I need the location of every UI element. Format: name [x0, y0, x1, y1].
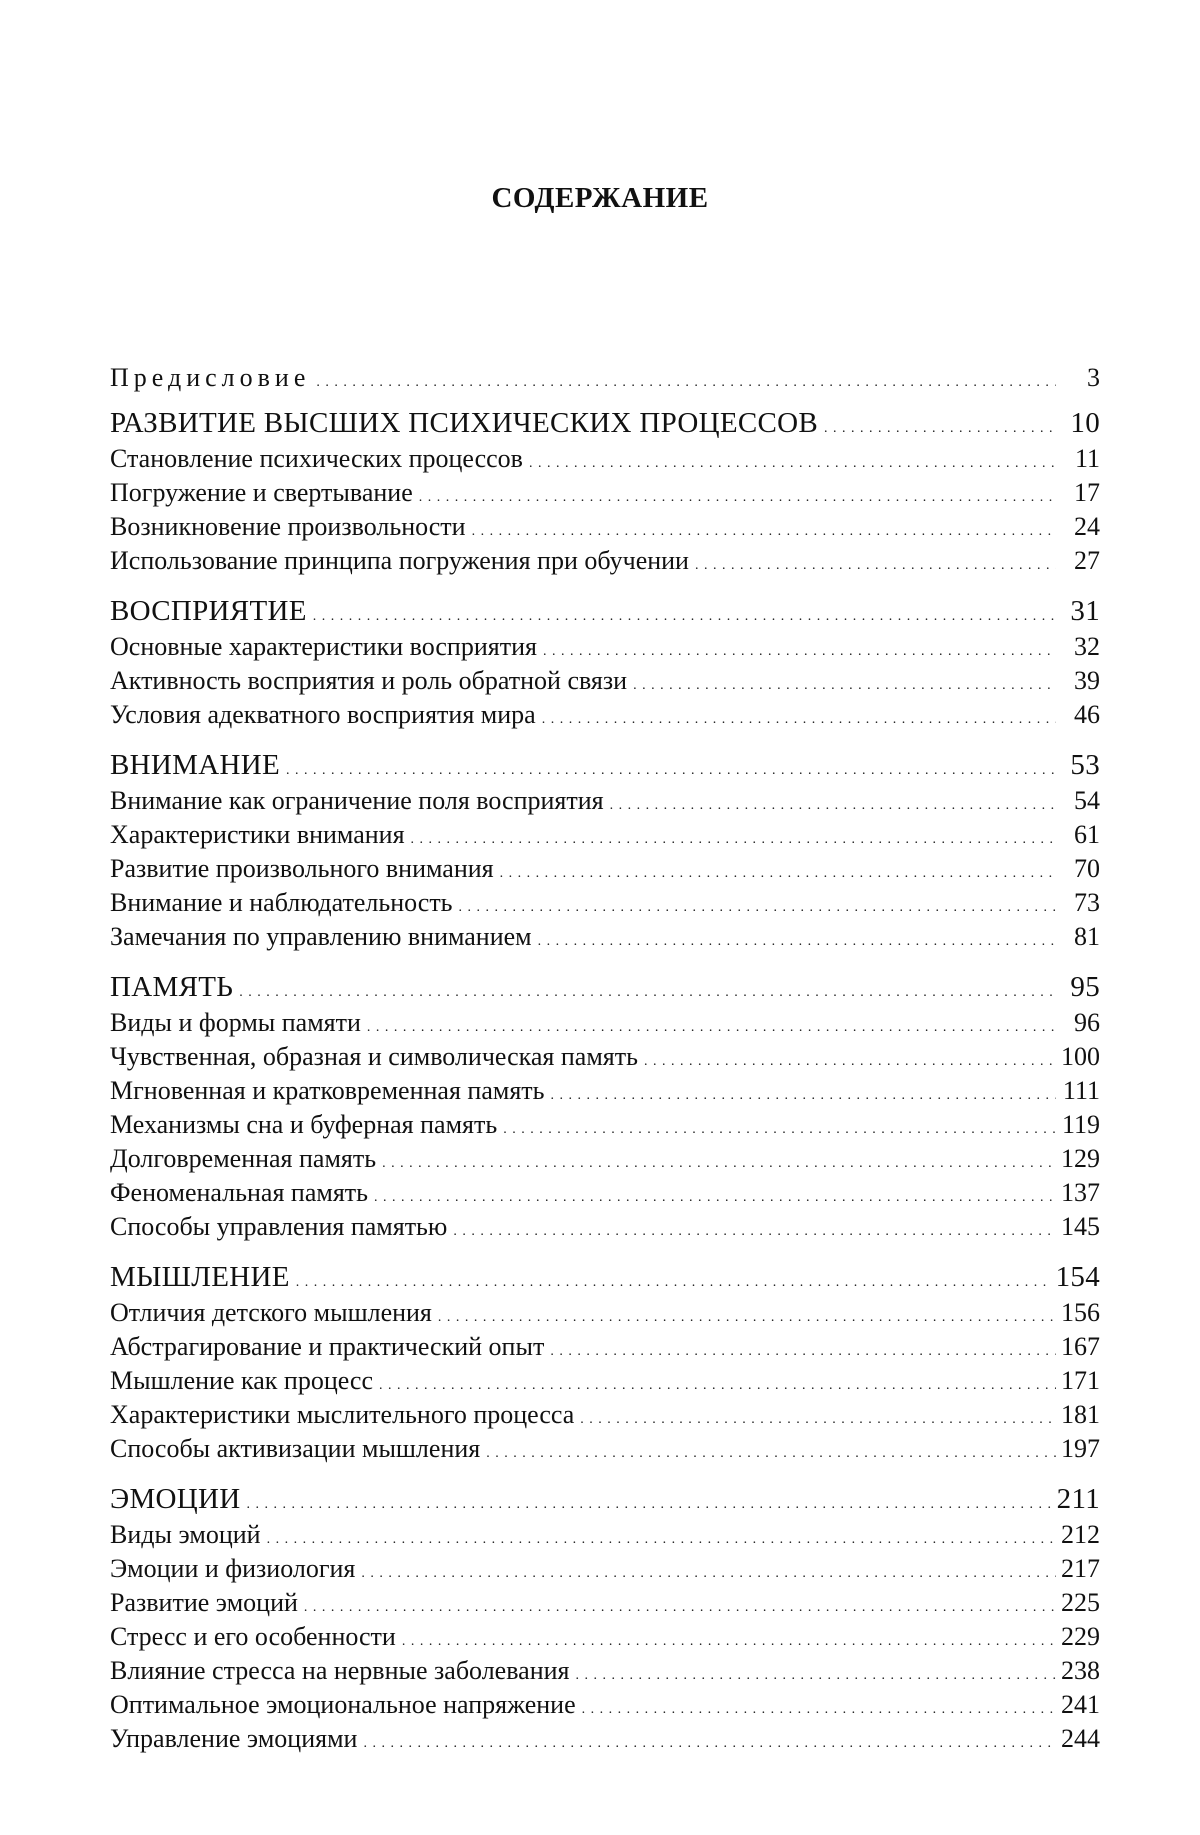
- toc-entry[interactable]: [110, 886, 1100, 920]
- toc-page-number: 154: [1052, 1258, 1100, 1296]
- toc-page-number: 3: [1056, 360, 1100, 396]
- toc-entry-label: Абстрагирование и практический опыт: [110, 1330, 550, 1364]
- toc-entry-label: Чувственная, образная и символическая память: [110, 1040, 644, 1074]
- toc-entry-label: Внимание и наблюдательность: [110, 886, 459, 920]
- toc-entry-label: Способы управления памятью: [110, 1210, 453, 1244]
- page-title: СОДЕРЖАНИЕ: [0, 182, 1200, 215]
- toc-page-number: 31: [1056, 592, 1100, 630]
- toc-entry[interactable]: [110, 1108, 1100, 1142]
- toc-entry[interactable]: [110, 510, 1100, 544]
- dot-leader: [453, 1210, 1056, 1249]
- toc-entry-label: Долговременная память: [110, 1142, 382, 1176]
- toc-chapter[interactable]: [110, 1258, 1100, 1296]
- dot-leader: [363, 1722, 1056, 1761]
- toc-entry-label: Влияние стресса на нервные заболевания: [110, 1654, 575, 1688]
- toc-page-number: 24: [1056, 510, 1100, 544]
- toc-page-number: 211: [1053, 1480, 1100, 1518]
- toc-entry-label: Управление эмоциями: [110, 1722, 363, 1756]
- dot-leader: [542, 698, 1056, 737]
- toc-entry-label: Условия адекватного восприятия мира: [110, 698, 542, 732]
- toc-page-number: 17: [1056, 476, 1100, 510]
- toc-entry[interactable]: [110, 818, 1100, 852]
- toc-page-number: 11: [1056, 442, 1100, 476]
- toc-entry[interactable]: [110, 1006, 1100, 1040]
- toc-page-number: 73: [1056, 886, 1100, 920]
- toc-entry[interactable]: [110, 664, 1100, 698]
- toc-preface[interactable]: [110, 360, 1100, 396]
- toc-page-number: 95: [1056, 968, 1100, 1006]
- toc-page-number: 46: [1056, 698, 1100, 732]
- toc-entry-label: Предисловие: [110, 360, 316, 396]
- toc-entry-label: Использование принципа погружения при обучении: [110, 544, 695, 578]
- toc-page-number: 96: [1056, 1006, 1100, 1040]
- toc-chapter[interactable]: [110, 404, 1100, 442]
- toc-entry[interactable]: [110, 1552, 1100, 1586]
- toc-page-number: 197: [1056, 1432, 1100, 1466]
- toc-entry[interactable]: [110, 1074, 1100, 1108]
- toc-page-number: 53: [1056, 746, 1100, 784]
- toc-entry[interactable]: [110, 784, 1100, 818]
- toc-chapter-title: ВНИМАНИЕ: [110, 746, 286, 784]
- toc-page-number: 100: [1056, 1040, 1100, 1074]
- toc-entry[interactable]: [110, 1586, 1100, 1620]
- toc-entry-label: Мгновенная и кратковременная память: [110, 1074, 551, 1108]
- toc-page-number: 27: [1056, 544, 1100, 578]
- toc-entry[interactable]: [110, 1176, 1100, 1210]
- toc-entry-label: Феноменальная память: [110, 1176, 374, 1210]
- dot-leader: [538, 920, 1056, 959]
- toc-entry-label: Характеристики внимания: [110, 818, 411, 852]
- chapters-list: [110, 404, 1100, 1756]
- toc-page-number: 10: [1056, 404, 1100, 442]
- toc-entry-label: Стресс и его особенности: [110, 1620, 402, 1654]
- toc-page-number: 167: [1056, 1330, 1100, 1364]
- toc-chapter-title: РАЗВИТИЕ ВЫСШИХ ПСИХИЧЕСКИХ ПРОЦЕССОВ: [110, 404, 824, 442]
- toc-entry-label: Основные характеристики восприятия: [110, 630, 543, 664]
- toc-entry[interactable]: [110, 1432, 1100, 1466]
- toc-entry[interactable]: [110, 1518, 1100, 1552]
- toc-entry[interactable]: [110, 544, 1100, 578]
- toc-entry[interactable]: [110, 852, 1100, 886]
- dot-leader: [486, 1432, 1056, 1471]
- toc-chapter[interactable]: [110, 968, 1100, 1006]
- toc-chapter[interactable]: [110, 1480, 1100, 1518]
- toc-entry[interactable]: [110, 1040, 1100, 1074]
- toc-entry-label: Виды и формы памяти: [110, 1006, 367, 1040]
- toc-entry-label: Развитие произвольного внимания: [110, 852, 500, 886]
- toc-entry[interactable]: [110, 1722, 1100, 1756]
- toc-page-number: 156: [1056, 1296, 1100, 1330]
- toc-entry-label: Оптимальное эмоциональное напряжение: [110, 1688, 582, 1722]
- toc-page-number: 225: [1056, 1586, 1100, 1620]
- toc-entry[interactable]: [110, 1210, 1100, 1244]
- toc-chapter[interactable]: [110, 746, 1100, 784]
- toc-page-number: 129: [1056, 1142, 1100, 1176]
- toc-page-number: 119: [1056, 1108, 1100, 1142]
- toc-page-number: 145: [1056, 1210, 1100, 1244]
- toc-chapter[interactable]: [110, 592, 1100, 630]
- toc-entry-label: Отличия детского мышления: [110, 1296, 438, 1330]
- toc-page-number: 70: [1056, 852, 1100, 886]
- toc-entry[interactable]: [110, 1620, 1100, 1654]
- toc-entry[interactable]: [110, 1654, 1100, 1688]
- toc-entry-label: Характеристики мыслительного процесса: [110, 1398, 580, 1432]
- toc-entry-label: Замечания по управлению вниманием: [110, 920, 538, 954]
- toc-page-number: 241: [1056, 1688, 1100, 1722]
- toc-entry-label: Виды эмоций: [110, 1518, 267, 1552]
- toc-page-number: 39: [1056, 664, 1100, 698]
- toc-entry[interactable]: [110, 1142, 1100, 1176]
- toc-page-number: 32: [1056, 630, 1100, 664]
- toc-entry[interactable]: [110, 920, 1100, 954]
- toc-page-number: 244: [1056, 1722, 1100, 1756]
- toc-entry-label: Способы активизации мышления: [110, 1432, 486, 1466]
- toc-chapter-title: ЭМОЦИИ: [110, 1480, 247, 1518]
- table-of-contents: [110, 360, 1100, 1756]
- toc-entry[interactable]: [110, 630, 1100, 664]
- toc-page-number: 238: [1056, 1654, 1100, 1688]
- toc-entry-label: Внимание как ограничение поля восприятия: [110, 784, 610, 818]
- toc-chapter-title: ВОСПРИЯТИЕ: [110, 592, 313, 630]
- dot-leader: [316, 360, 1056, 401]
- toc-entry[interactable]: [110, 476, 1100, 510]
- toc-entry[interactable]: [110, 1398, 1100, 1432]
- toc-entry-label: Погружение и свертывание: [110, 476, 419, 510]
- toc-entry-label: Механизмы сна и буферная память: [110, 1108, 503, 1142]
- toc-page-number: 54: [1056, 784, 1100, 818]
- toc-entry-label: Эмоции и физиология: [110, 1552, 361, 1586]
- toc-chapter-title: МЫШЛЕНИЕ: [110, 1258, 296, 1296]
- toc-page-number: 137: [1056, 1176, 1100, 1210]
- toc-page-number: 181: [1056, 1398, 1100, 1432]
- toc-page-number: 111: [1056, 1074, 1100, 1108]
- toc-entry[interactable]: [110, 1364, 1100, 1398]
- toc-page-number: 61: [1056, 818, 1100, 852]
- toc-entry-label: Развитие эмоций: [110, 1586, 304, 1620]
- toc-entry-label: Активность восприятия и роль обратной связи: [110, 664, 633, 698]
- toc-page-number: 171: [1056, 1364, 1100, 1398]
- toc-entry[interactable]: [110, 698, 1100, 732]
- toc-entry-label: Становление психических процессов: [110, 442, 529, 476]
- dot-leader: [695, 544, 1056, 583]
- toc-page-number: 212: [1056, 1518, 1100, 1552]
- toc-entry-label: Мышление как процесс: [110, 1364, 379, 1398]
- toc-entry[interactable]: [110, 442, 1100, 476]
- toc-page-number: 217: [1056, 1552, 1100, 1586]
- toc-entry[interactable]: [110, 1330, 1100, 1364]
- toc-entry-label: Возникновение произвольности: [110, 510, 472, 544]
- toc-page-number: 81: [1056, 920, 1100, 954]
- toc-page-number: 229: [1056, 1620, 1100, 1654]
- toc-entry[interactable]: [110, 1296, 1100, 1330]
- toc-chapter-title: ПАМЯТЬ: [110, 968, 239, 1006]
- toc-entry[interactable]: [110, 1688, 1100, 1722]
